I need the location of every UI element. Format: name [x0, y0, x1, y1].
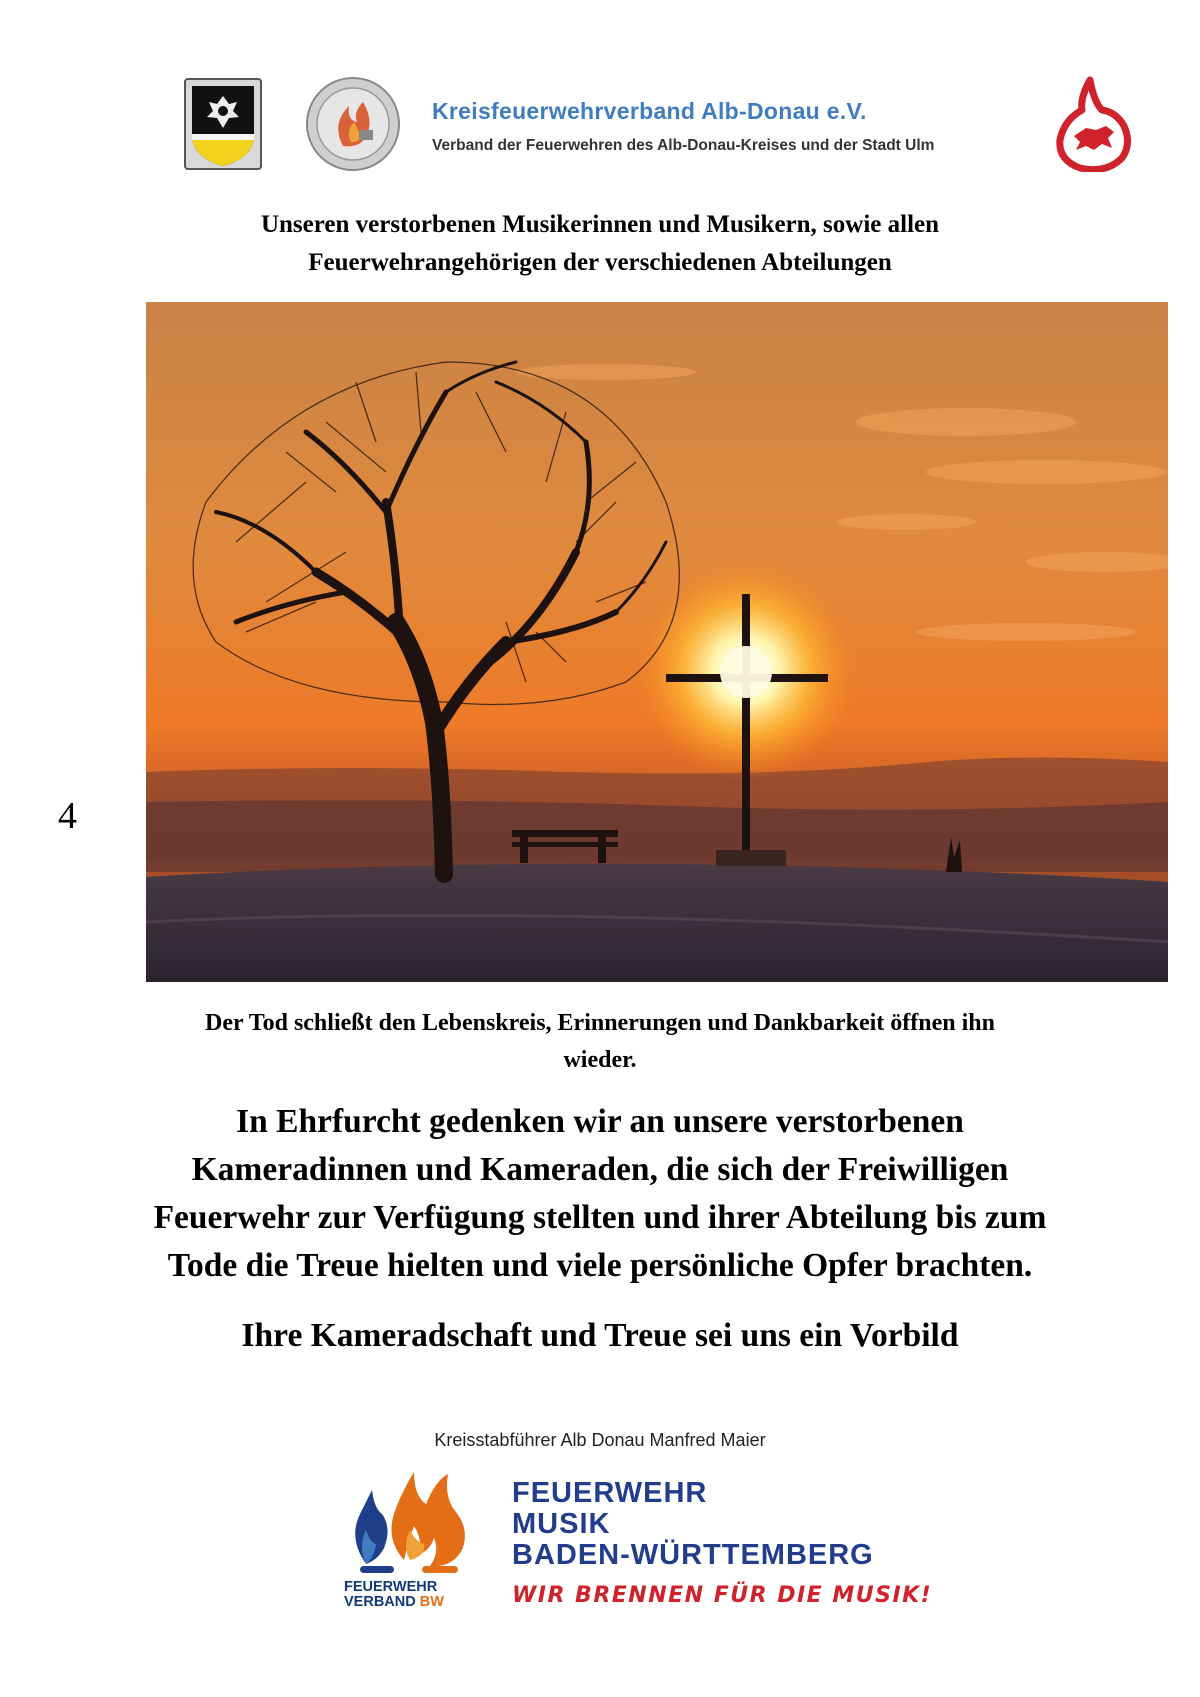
- tribute-line: In Ehrfurcht gedenken wir an unsere verstorbenen: [236, 1103, 964, 1140]
- feuerwehrverband-bw-flame-logo: [344, 1468, 484, 1580]
- tribute-line: Kameradinnen und Kameraden, die sich der Freiwilligen: [191, 1151, 1009, 1188]
- music-wordmark-line: MUSIK: [512, 1508, 611, 1540]
- tribute-paragraph: [110, 1098, 1090, 1290]
- fwbw-wordmark-line: [344, 1595, 484, 1610]
- organization-subtitle: Verband der Feuerwehren des Alb-Donau-Kreises und der Stadt Ulm: [432, 137, 935, 154]
- music-slogan: WIR BRENNEN FÜR DIE MUSIK!: [512, 1583, 933, 1608]
- dedication-line: Feuerwehrangehörigen der verschiedenen Abteilungen: [308, 249, 892, 276]
- feuerwehrverband-bw-wordmark: [344, 1580, 484, 1610]
- tribute-line: Tode die Treue hielten und viele persönliche Opfer brachten.: [167, 1247, 1033, 1284]
- music-wordmark-line: FEUERWEHR: [512, 1477, 708, 1509]
- quote-line: Der Tod schließt den Lebenskreis, Erinnerungen und Dankbarkeit öffnen ihn: [205, 1010, 995, 1036]
- signature-line: Kreisstabführer Alb Donau Manfred Maier: [434, 1430, 766, 1450]
- page-number: 4: [58, 795, 77, 837]
- memorial-quote: [150, 1005, 1050, 1079]
- dedication-heading: [150, 206, 1050, 282]
- motto-heading: Ihre Kameradschaft und Treue sei uns ein Vorbild: [241, 1317, 959, 1354]
- feuerwehrmusik-wordmark: [512, 1478, 874, 1571]
- lion-flame-logo: [1046, 76, 1132, 172]
- organization-name: Kreisfeuerwehrverband Alb-Donau e.V.: [432, 98, 867, 124]
- quote-line: wieder.: [563, 1047, 637, 1073]
- association-seal-logo: [303, 76, 403, 172]
- district-coat-of-arms-logo: [184, 78, 262, 170]
- music-wordmark-line: BADEN-WÜRTTEMBERG: [512, 1539, 874, 1571]
- tribute-line: Feuerwehr zur Verfügung stellten und ihrer Abteilung bis zum: [153, 1199, 1047, 1236]
- fwbw-wordmark-line: FEUERWEHR: [344, 1579, 438, 1595]
- dedication-line: Unseren verstorbenen Musikerinnen und Musikern, sowie allen: [260, 211, 940, 238]
- fwbw-wordmark-bw: BW: [419, 1594, 444, 1610]
- memorial-sunset-photo: [146, 302, 1168, 982]
- fwbw-wordmark-verband: VERBAND: [344, 1594, 420, 1610]
